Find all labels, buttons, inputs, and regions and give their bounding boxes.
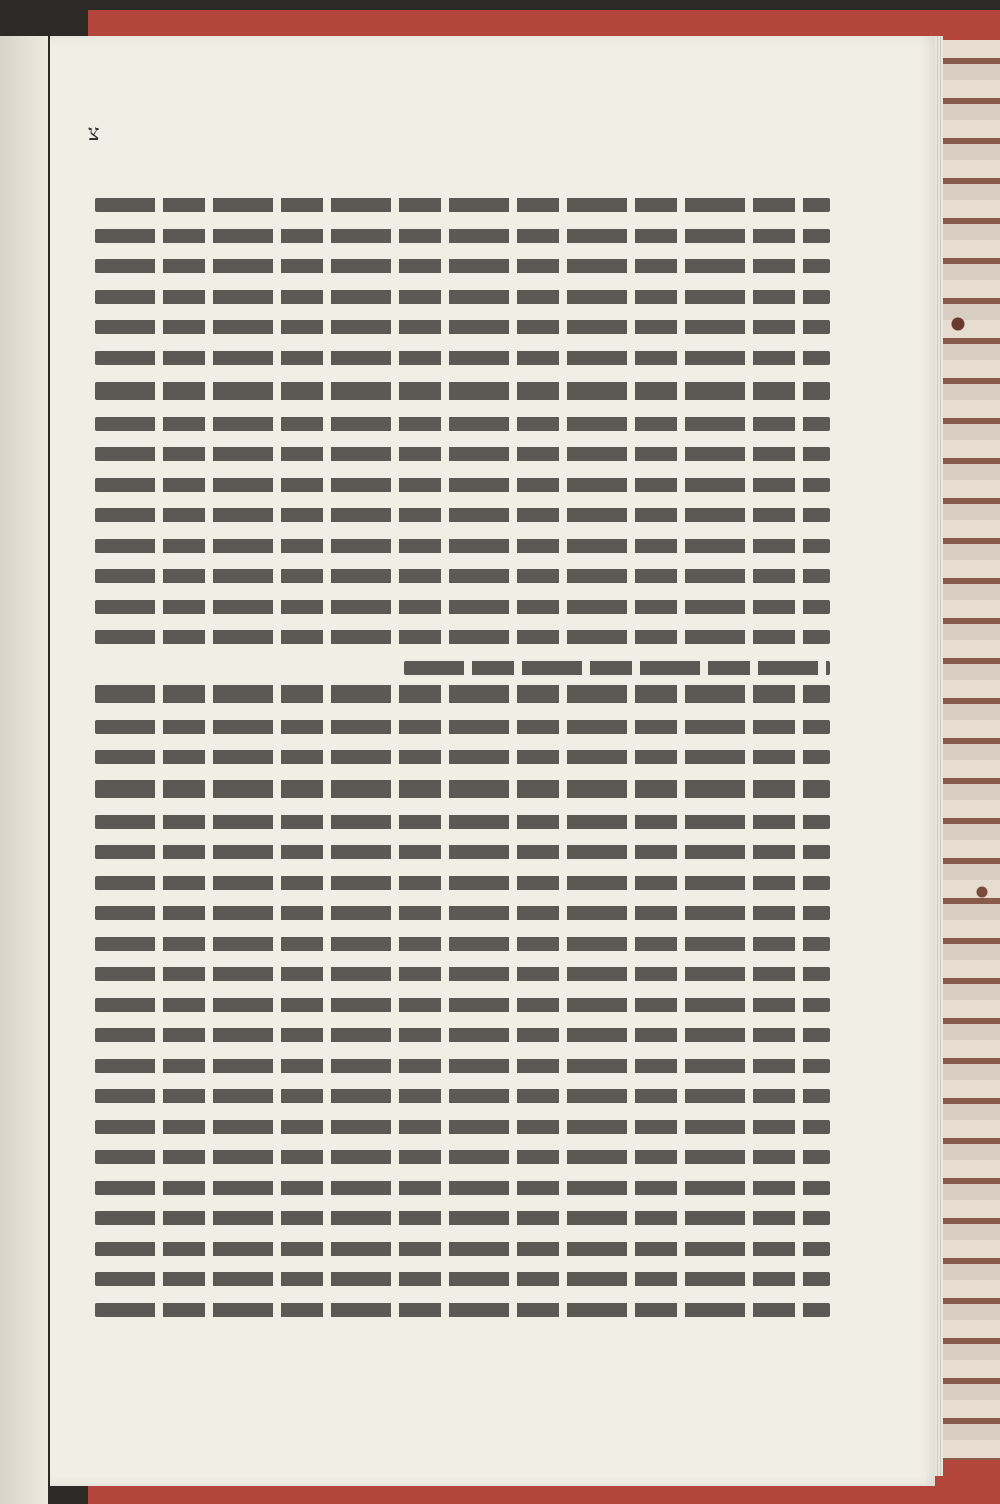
page-number: צ bbox=[88, 121, 100, 146]
paragraph-4 bbox=[95, 780, 830, 1333]
paragraph-2 bbox=[95, 382, 830, 691]
page-stack-edge bbox=[935, 36, 943, 1476]
facing-page bbox=[0, 36, 48, 1504]
marbled-page-edge bbox=[940, 40, 1000, 1460]
paragraph-3 bbox=[95, 685, 830, 781]
paragraph-1 bbox=[95, 198, 830, 381]
